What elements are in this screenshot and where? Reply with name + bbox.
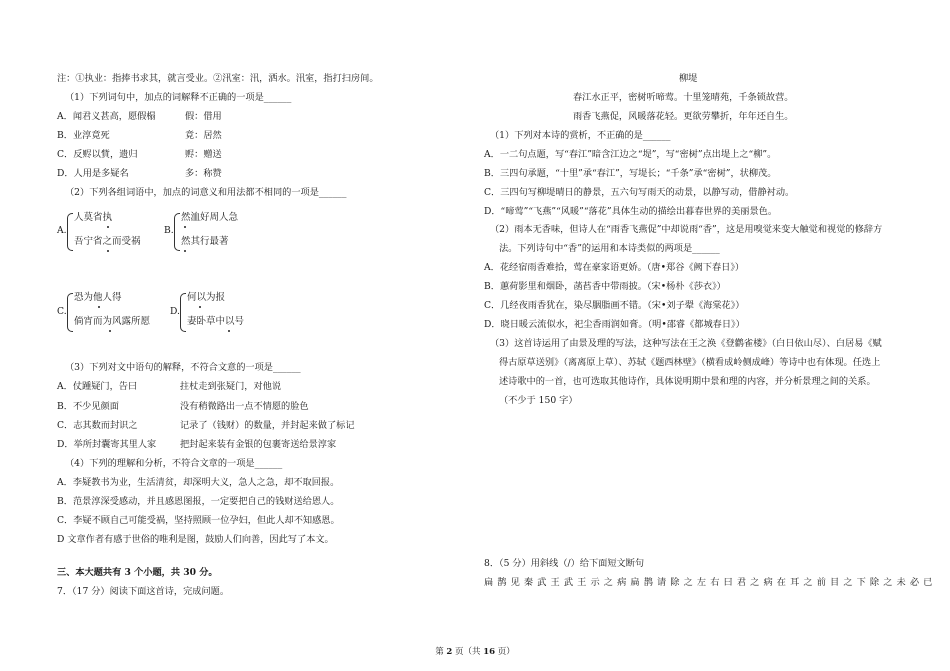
- right-q2-option-b: B．蕙荷影里和烟卧，菡萏香中带雨披。（宋•杨朴《莎衣》）: [484, 281, 726, 292]
- group-a-bracket: [67, 213, 73, 251]
- group-c-letter: C.: [57, 306, 67, 317]
- left-q4-option-c: C．李疑不顾自己可能受祸，坚持照顾一位孕妇，但此人却不知感恩。: [57, 515, 340, 526]
- right-q3-line3: 述诗歌中的一首，也可选取其他诗作，具体说明期中景和理的内容，并分析景理之间的关系。: [499, 376, 876, 387]
- group-a-line2: 吾宁省之而受祸: [74, 236, 141, 247]
- right-q2-stem-line2: 法。下列诗句中“香”的运用和本诗类似的两项是______: [499, 243, 720, 254]
- right-q1-option-c: C．三四句写柳堤晴日的静景，五六句写雨天的动景，以静写动，借静衬动。: [484, 187, 795, 198]
- left-q1-option-b-gloss: 竟：居然: [185, 130, 222, 141]
- right-q2-option-c: C．几经夜雨香犹在，染尽胭脂画不错。（宋•刘子翚《海棠花》）: [484, 300, 745, 311]
- left-q1-option-a: A．闻君义甚高，愿假榻: [57, 111, 156, 122]
- page-total: 16: [483, 647, 496, 657]
- left-q1-stem: （1）下列词句中，加点的词解释不正确的一项是______: [65, 92, 292, 103]
- right-q2-stem-line1: （2）雨本无香味，但诗人在“雨香飞燕促”中却说雨“香”，这是用嗅觉来变大触觉和视觉的修辞方: [490, 224, 883, 235]
- group-c-line1: 恐为他人得: [74, 292, 122, 303]
- question-8-text: 扁 鹊 见 秦 武 王 武 王 示 之 病 扁 鹊 请 除 之 左 右 曰 君 之 病 在 耳 之 前 目 之 下 除 之 未 必 已: [484, 577, 933, 588]
- right-q3-line4: （不少于 150 字）: [499, 395, 578, 406]
- left-q2-stem: （2）下列各组词语中，加点的词意义和用法都不相同的一项是______: [65, 187, 347, 198]
- group-b-letter: B.: [164, 225, 174, 236]
- note-text: 注：①执业：指捧书求其，就言受业。②汛室：汛，洒水。汛室，指打扫房间。: [57, 73, 379, 84]
- right-q1-option-b: B．三四句承题，“十里”承“春江”，写堤长；“千条”承“密树”，状柳茂。: [484, 168, 777, 179]
- right-q1-option-d: D．“啼莺”“飞燕”“风暖”“落花”具体生动的描绘出暮春世界的美丽景色。: [484, 206, 778, 217]
- group-b-bracket: [174, 213, 180, 251]
- emphasis-dot: [228, 330, 230, 332]
- left-q3-stem: （3）下列对文中语句的解释，不符合文意的一项是______: [65, 362, 301, 373]
- left-q3-option-d: D．举所封囊寄其里人家: [57, 439, 157, 450]
- poem-line-2: 雨香飞燕促，风暖落花轻。更欲劳攀折，年年还自生。: [573, 111, 794, 122]
- emphasis-dot: [107, 250, 109, 252]
- left-q3-option-a-gloss: 拄杖走到张疑门，对他说: [180, 381, 282, 392]
- emphasis-dot: [199, 306, 201, 308]
- right-q2-option-a: A．花经宿雨香难拾，莺在豪家语更娇。（唐•郑谷《阙下春日》）: [484, 262, 745, 273]
- left-q1-option-b: B．业淳竟死: [57, 130, 110, 141]
- left-q1-option-d-gloss: 多：称赞: [185, 168, 222, 179]
- group-d-bracket: [180, 293, 186, 332]
- right-q1-stem: （1）下列对本诗的赏析，不正确的是______: [490, 130, 671, 141]
- section-three-heading: 三、本大题共有 3 个小题，共 30 分。: [57, 567, 218, 578]
- group-d-letter: D.: [170, 306, 180, 317]
- left-q1-option-a-gloss: 假：借用: [185, 111, 222, 122]
- poem-title: 柳堤: [679, 73, 698, 84]
- poem-line-1: 春江水正平，密树听啼莺。十里笼晴苑，千条锁故营。: [573, 92, 794, 103]
- left-q1-option-d: D．人用是多疑名: [57, 168, 129, 179]
- group-c-bracket: [67, 293, 73, 332]
- group-a-line1: 人莫省执: [74, 212, 113, 223]
- left-q3-option-b-gloss: 没有稍微路出一点不情愿的脸色: [180, 401, 309, 412]
- question-8-stem: 8．（5 分）用斜线（/）给下面短文断句: [484, 558, 645, 569]
- left-q1-option-c: C．反赆以貲，遗归: [57, 149, 138, 160]
- left-q3-option-d-gloss: 把封起来装有金银的包裹寄送给景淳家: [180, 439, 337, 450]
- left-q3-option-c-gloss: 记录了（钱财）的数量，并封起来做了标记: [180, 420, 355, 431]
- emphasis-dot: [184, 226, 186, 228]
- left-q4-option-a: A．李疑教书为业，生活清贫，却深明大义，急人之急，却不取回报。: [57, 477, 340, 488]
- right-q2-option-d: D．晓日暖云流似水，祀尘香雨润如膏。（明•邵睿《都城春日》）: [484, 319, 745, 330]
- emphasis-dot: [184, 250, 186, 252]
- question-7-stem: 7．（17 分）阅读下面这首诗，完成问题。: [57, 586, 230, 597]
- left-q3-option-b: B．不少见颜面: [57, 401, 119, 412]
- right-q3-line2: 得古原草送别》（离离原上草）、苏轼《题西林壁》（横看成岭侧成峰）等诗中也有体现。任选上: [499, 357, 881, 368]
- group-d-line1: 何以为报: [187, 292, 226, 303]
- left-q4-option-d: D 文章作者有感于世俗的唯利是图，鼓励人们向善，因此写了本文。: [57, 534, 334, 545]
- group-b-line1: 然洫好周人急: [181, 212, 239, 223]
- left-q4-stem: （4）下列的理解和分析，不符合文章的一项是______: [65, 458, 283, 469]
- group-c-line2: 倘宵而为风露所愿: [74, 316, 151, 327]
- right-q1-option-a: A．一二句点题，写“春江”暗含江边之“堤”，写“密树”点出堤上之“柳”。: [484, 149, 777, 160]
- left-q4-option-b: B．范景淳深受感动，并且感恩图报，一定要把自己的钱财送给恩人。: [57, 496, 340, 507]
- group-d-line2: 妻卧草中以号: [187, 316, 245, 327]
- left-q3-option-a: A．仗踵疑门，告曰: [57, 381, 138, 392]
- emphasis-dot: [98, 306, 100, 308]
- group-a-letter: A.: [57, 225, 67, 236]
- left-q3-option-c: C．志其数而封识之: [57, 420, 138, 431]
- page-footer: 第 2 页（共 16 页）: [435, 647, 515, 657]
- emphasis-dot: [109, 330, 111, 332]
- right-q3-line1: （3）这首诗运用了由景及理的写法，这种写法在王之涣《登鹳雀楼》（白日依山尽）、白居易《赋: [490, 338, 882, 349]
- emphasis-dot: [107, 226, 109, 228]
- group-b-line2: 然其行最著: [181, 236, 229, 247]
- page-number: 2: [446, 647, 453, 657]
- left-q1-option-c-gloss: 赆：赠送: [185, 149, 222, 160]
